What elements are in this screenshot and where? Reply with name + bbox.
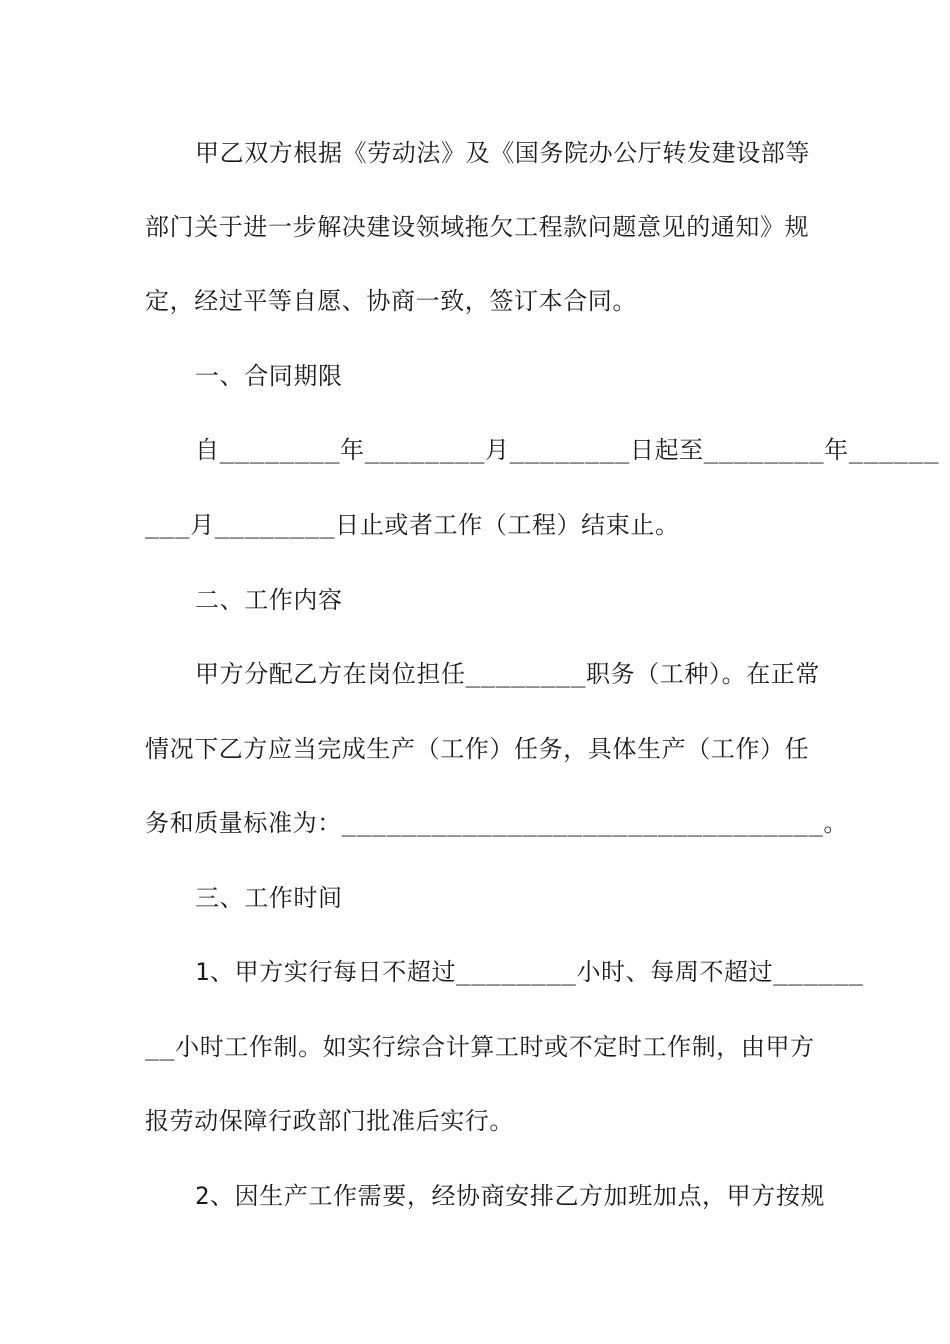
paragraph-line: 甲方分配乙方在岗位担任________职务（工种）。在正常 — [195, 660, 820, 688]
section-heading: 三、工作时间 — [195, 884, 343, 912]
paragraph-line: 情况下乙方应当完成生产（工作）任务，具体生产（工作）任 — [145, 735, 810, 763]
section-heading: 一、合同期限 — [195, 362, 343, 390]
paragraph-line: __小时工作制。如实行综合计算工时或不定时工作制，由甲方 — [145, 1033, 815, 1061]
paragraph-line: 务和质量标准为：________________________________。 — [145, 809, 848, 837]
paragraph-line: 定，经过平等自愿、协商一致，签订本合同。 — [145, 287, 637, 315]
paragraph-line: 2、因生产工作需要，经协商安排乙方加班加点，甲方按规 — [195, 1182, 826, 1210]
paragraph-line: 报劳动保障行政部门批准后实行。 — [145, 1107, 514, 1135]
paragraph-line: 自________年________月________日起至________年______ — [195, 436, 940, 464]
paragraph-line: 1、甲方实行每日不超过________小时、每周不超过______ — [195, 958, 864, 986]
paragraph-line: 甲乙双方根据《劳动法》及《国务院办公厅转发建设部等 — [195, 139, 810, 167]
paragraph-line: 部门关于进一步解决建设领域拖欠工程款问题意见的通知》规 — [145, 213, 810, 241]
paragraph-line: ___月________日止或者工作（工程）结束止。 — [145, 511, 680, 539]
section-heading: 二、工作内容 — [195, 586, 343, 614]
